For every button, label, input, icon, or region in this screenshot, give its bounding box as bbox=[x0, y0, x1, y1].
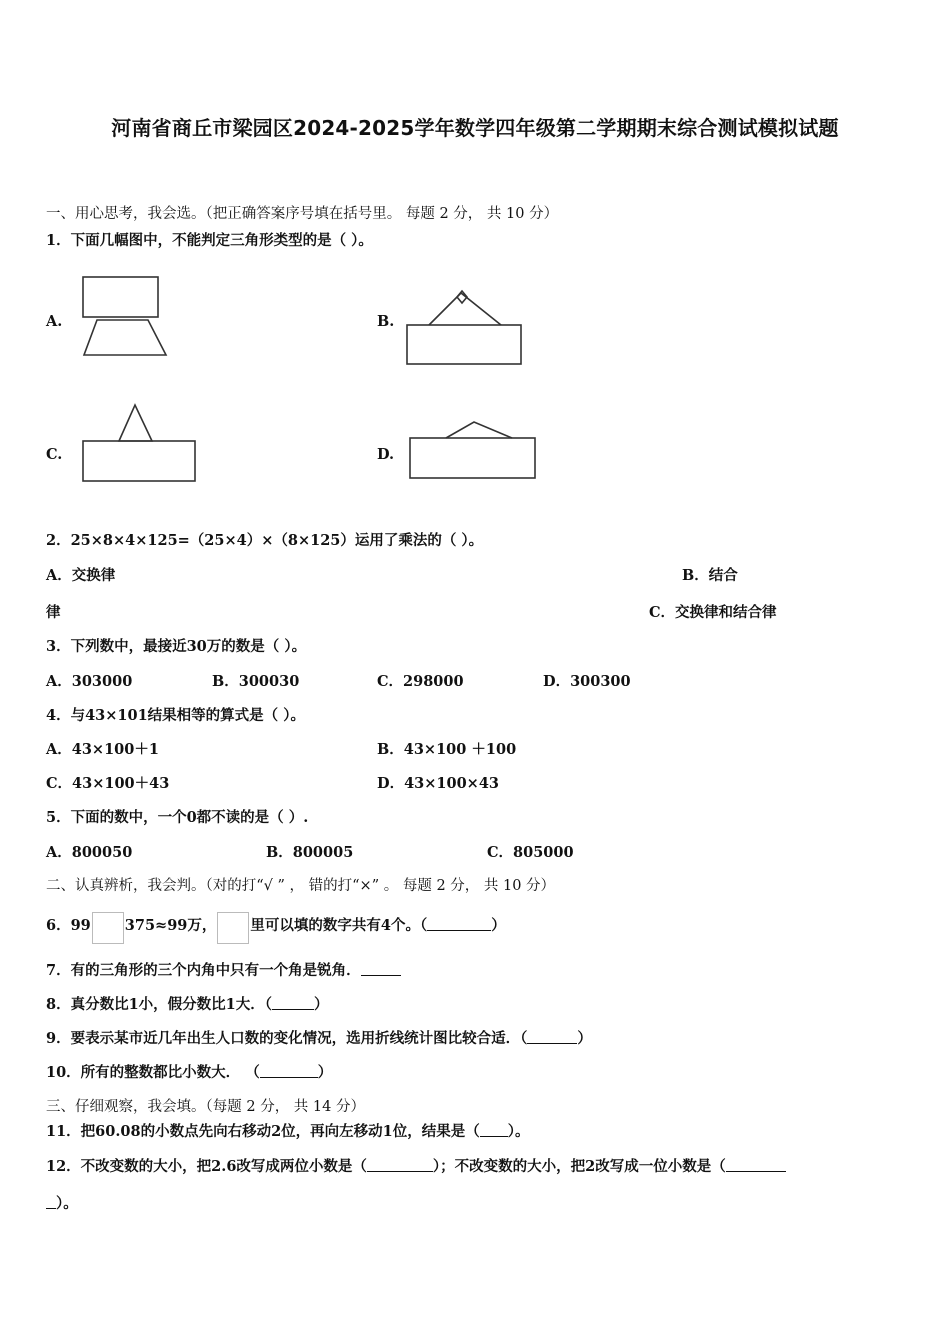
question-7 bbox=[46, 959, 401, 980]
q1-b-triangle bbox=[429, 293, 501, 325]
question-3-stem: 3．下列数中，最接近30万的数是（ ）。 bbox=[46, 638, 307, 655]
question-1-stem: 1．下面几幅图中，不能判定三角形类型的是（ ）。 bbox=[46, 232, 373, 249]
q1-d-rectangle bbox=[410, 438, 535, 478]
q5-option-b: B．800005 bbox=[266, 844, 354, 861]
q2-option-a: A．交换律 bbox=[46, 567, 116, 584]
q6-part-1: 6．99 bbox=[46, 917, 91, 934]
q12-answer-blank-1[interactable] bbox=[367, 1170, 433, 1172]
q11-answer-blank[interactable] bbox=[480, 1135, 508, 1137]
q6-answer-blank[interactable] bbox=[427, 929, 491, 931]
q3-option-c: C．298000 bbox=[377, 673, 464, 690]
q4-option-a: A．43×100＋1 bbox=[46, 741, 159, 758]
section-1-heading: 一、用心思考，我会选。（把正确答案序号填在括号里。 每题 2 分， 共 10 分） bbox=[46, 206, 559, 222]
q10-end: ） bbox=[317, 1064, 333, 1081]
q1-option-d-label: D. bbox=[377, 446, 395, 463]
q11-text: 11．把60.08的小数点先向右移动2位，再向左移动1位，结果是（ bbox=[46, 1123, 480, 1140]
question-9 bbox=[46, 1027, 592, 1048]
q11-end: ）。 bbox=[507, 1123, 530, 1140]
q10-text: 10．所有的整数都比小数大． （ bbox=[46, 1064, 260, 1081]
q1-option-a-label: A. bbox=[46, 313, 63, 330]
q6-answer-box-1 bbox=[92, 912, 124, 944]
q3-option-b: B．300030 bbox=[212, 673, 300, 690]
q1-d-triangle bbox=[446, 422, 512, 438]
q2-option-b: B．结合 bbox=[682, 567, 738, 584]
q1-a-triangle bbox=[84, 320, 166, 355]
q7-text: 7．有的三角形的三个内角中只有一个角是锐角． bbox=[46, 962, 361, 979]
question-12-continued bbox=[46, 1192, 78, 1213]
q1-option-b-label: B. bbox=[377, 313, 395, 330]
question-2-stem: 2．25×8×4×125=（25×4）×（8×125）运用了乘法的（ ）。 bbox=[46, 532, 484, 549]
section-2-heading: 二、认真辨析，我会判。（对的打“√ ” ， 错的打“×” 。 每题 2 分， 共 10 分） bbox=[46, 878, 556, 894]
q4-option-d: D．43×100×43 bbox=[377, 775, 499, 792]
q1-figure-d bbox=[408, 418, 540, 484]
q8-end: ） bbox=[314, 996, 329, 1013]
q12-answer-blank-2[interactable] bbox=[726, 1170, 786, 1172]
q2-option-c: C．交换律和结合律 bbox=[649, 604, 777, 621]
q9-answer-blank[interactable] bbox=[527, 1042, 577, 1044]
q7-answer-blank[interactable] bbox=[361, 974, 401, 976]
q1-c-rectangle bbox=[83, 441, 195, 481]
q1-figure-a bbox=[80, 275, 170, 360]
q2-option-b-continued: 律 bbox=[46, 604, 61, 621]
q10-answer-blank[interactable] bbox=[260, 1076, 318, 1078]
q6-part-2: 375≈99万， bbox=[124, 917, 217, 934]
q5-option-c: C．805000 bbox=[487, 844, 574, 861]
q1-option-c-label: C. bbox=[46, 446, 63, 463]
q12-text: 12．不改变数的大小，把2.6改写成两位小数是（ bbox=[46, 1158, 367, 1175]
section-3-heading: 三、仔细观察，我会填。（每题 2 分， 共 14 分） bbox=[46, 1099, 365, 1115]
q6-answer-box-2 bbox=[217, 912, 249, 944]
q3-option-d: D．300300 bbox=[543, 673, 631, 690]
question-12 bbox=[46, 1155, 786, 1176]
q1-figure-b bbox=[405, 288, 525, 368]
q12-cont: ）。 bbox=[56, 1195, 78, 1212]
q1-c-triangle bbox=[119, 405, 152, 441]
q5-option-a: A．800050 bbox=[46, 844, 133, 861]
q3-option-a: A．303000 bbox=[46, 673, 133, 690]
q1-a-rectangle bbox=[83, 277, 158, 317]
question-11 bbox=[46, 1120, 530, 1141]
question-5-stem: 5．下面的数中，一个0都不读的是（ ）. bbox=[46, 809, 309, 826]
q4-option-b: B．43×100 ＋100 bbox=[377, 741, 517, 758]
q8-text: 8．真分数比1小，假分数比1大．（ bbox=[46, 996, 273, 1013]
q6-part-3: 里可以填的数字共有4个。（ bbox=[250, 917, 428, 934]
q9-text: 9．要表示某市近几年出生人口数的变化情况，选用折线统计图比较合适．（ bbox=[46, 1030, 528, 1047]
q12-mid: ）；不改变数的大小，把2改写成一位小数是（ bbox=[432, 1158, 726, 1175]
q4-option-c: C．43×100＋43 bbox=[46, 775, 170, 792]
q1-b-rectangle bbox=[407, 325, 521, 364]
q1-figure-c bbox=[80, 402, 200, 487]
q8-answer-blank[interactable] bbox=[272, 1008, 314, 1010]
question-8 bbox=[46, 993, 329, 1014]
q12-answer-blank-2-continued[interactable] bbox=[46, 1207, 56, 1209]
question-4-stem: 4．与43×101结果相等的算式是（ ）。 bbox=[46, 707, 305, 724]
q9-end: ） bbox=[577, 1030, 592, 1047]
question-6 bbox=[46, 912, 506, 944]
question-10 bbox=[46, 1061, 332, 1082]
page-title: 河南省商丘市梁园区2024-2025学年数学四年级第二学期期末综合测试模拟试题 bbox=[111, 116, 839, 140]
q6-part-4: ） bbox=[491, 917, 506, 934]
